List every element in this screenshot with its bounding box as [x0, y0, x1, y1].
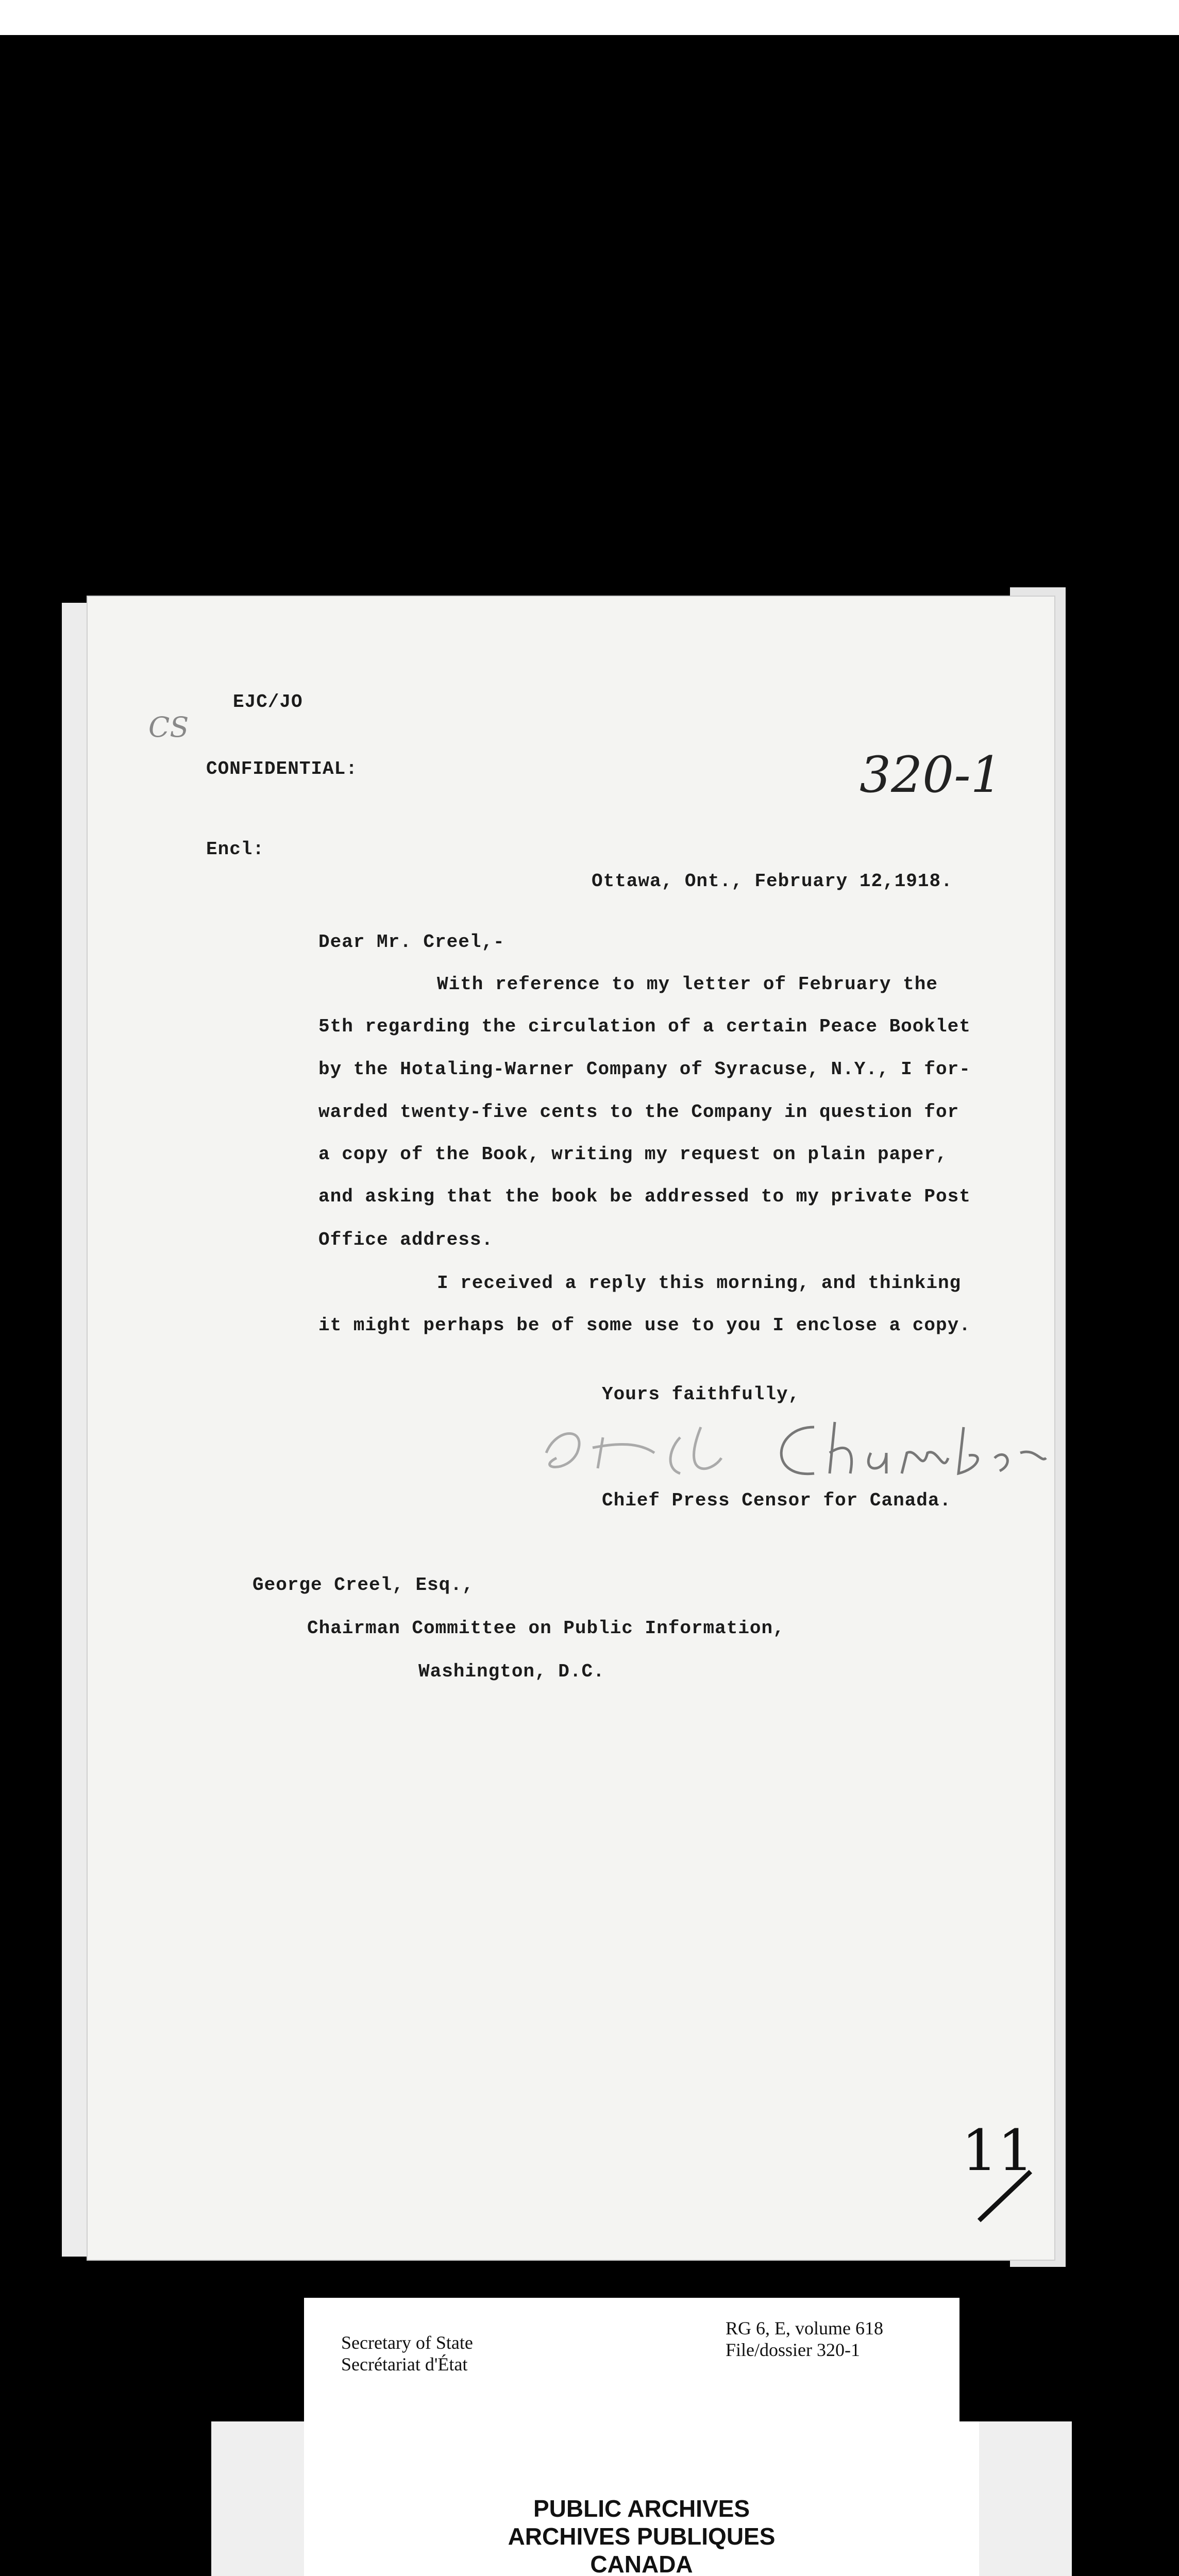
file-mark: 320-1: [860, 746, 1002, 804]
recipient-line: Washington, D.C.: [418, 1661, 605, 1682]
label-record-group: RG 6, E, volume 618: [726, 2318, 883, 2338]
margin-mark: CS: [148, 711, 189, 743]
body-line: and asking that the book be addressed to my private Post: [318, 1186, 971, 1207]
body-line: it might perhaps be of some use to you I enclose a copy.: [318, 1315, 971, 1336]
body-line: by the Hotaling-Warner Company of Syracuse, N.Y., I for-: [318, 1059, 971, 1080]
archive-stamp-line3: CANADA: [590, 2551, 693, 2576]
label-file-number: File/dossier 320-1: [726, 2340, 860, 2360]
body-line: 5th regarding the circulation of a certain Peace Booklet: [318, 1016, 971, 1037]
closing: Yours faithfully,: [602, 1384, 800, 1405]
page-mark: 11: [962, 2117, 1034, 2183]
top-border-strip: [0, 0, 1179, 35]
handwritten-signature: [526, 1406, 1051, 1489]
body-line: Office address.: [318, 1229, 494, 1250]
signer-title: Chief Press Censor for Canada.: [602, 1490, 952, 1511]
svg-text:E. J. Chambers: E. J. Chambers: [526, 1483, 534, 1484]
archive-reference-label: [304, 2298, 959, 2494]
recipient-line: Chairman Committee on Public Information,: [307, 1618, 785, 1639]
label-department-en: Secretary of State: [341, 2332, 473, 2353]
reference-initials: EJC/JO: [233, 691, 303, 713]
body-line: warded twenty-five cents to the Company in question for: [318, 1101, 959, 1123]
place-date: Ottawa, Ont., February 12,1918.: [592, 871, 953, 892]
recipient-line: George Creel, Esq.,: [252, 1574, 474, 1596]
classification: CONFIDENTIAL:: [206, 758, 358, 779]
archive-stamp-line2: ARCHIVES PUBLIQUES: [508, 2523, 776, 2550]
enclosure-note: Encl:: [206, 839, 265, 860]
salutation: Dear Mr. Creel,-: [318, 931, 505, 953]
body-line: a copy of the Book, writing my request on plain paper,: [318, 1144, 948, 1165]
label-department-fr: Secrétariat d'État: [341, 2354, 468, 2375]
archive-stamp-line1: PUBLIC ARCHIVES: [533, 2495, 750, 2522]
page-mark-slash: [974, 2169, 1036, 2226]
body-line: With reference to my letter of February the: [437, 974, 938, 995]
body-line: I received a reply this morning, and thinking: [437, 1273, 962, 1294]
